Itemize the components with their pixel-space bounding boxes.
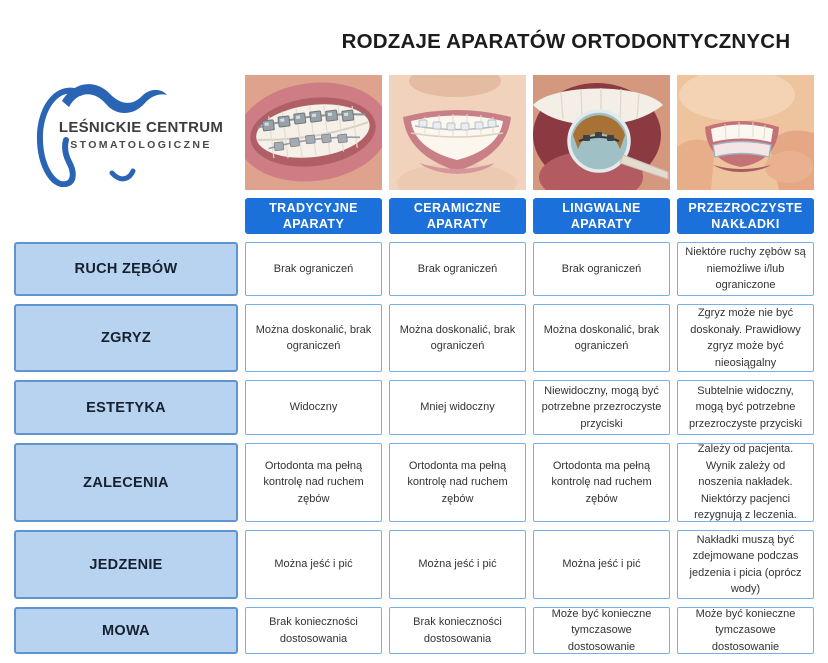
cell-zalecenia-nakladki: Zależy od pacjenta. Wynik zależy od noszenia nakładek. Niektórzy pacjenci rezygnują z leczenia. — [677, 443, 814, 522]
column-header-przezroczyste-nakladki: PRZEZROCZYSTE NAKŁADKI — [677, 198, 814, 234]
row-header-estetyka: ESTETYKA — [14, 380, 238, 435]
cell-zgryz-ceramiczne: Można doskonalić, brak ograniczeń — [389, 304, 526, 372]
cell-jedzenie-nakladki: Nakładki muszą być zdejmowane podczas jedzenia i picia (oprócz wody) — [677, 530, 814, 599]
corner-spacer — [14, 198, 238, 234]
clinic-name: LEŚNICKIE CENTRUM — [58, 119, 224, 136]
cell-mowa-nakladki: Może być konieczne tymczasowe dostosowanie — [677, 607, 814, 654]
cell-zgryz-tradycyjne: Można doskonalić, brak ograniczeń — [245, 304, 382, 372]
lingual-braces-photo — [533, 75, 670, 190]
cell-jedzenie-lingwalne: Można jeść i pić — [533, 530, 670, 599]
cell-zalecenia-lingwalne: Ortodonta ma pełną kontrolę nad ruchem zębów — [533, 443, 670, 522]
clinic-logo — [14, 75, 238, 190]
column-header-tradycyjne-aparaty: TRADYCYJNE APARATY — [245, 198, 382, 234]
cell-estetyka-tradycyjne: Widoczny — [245, 380, 382, 435]
cell-jedzenie-tradycyjne: Można jeść i pić — [245, 530, 382, 599]
cell-zalecenia-ceramiczne: Ortodonta ma pełną kontrolę nad ruchem zębów — [389, 443, 526, 522]
row-header-mowa: MOWA — [14, 607, 238, 654]
row-header-jedzenie: JEDZENIE — [14, 530, 238, 599]
cell-mowa-lingwalne: Może być konieczne tymczasowe dostosowanie — [533, 607, 670, 654]
traditional-braces-photo — [245, 75, 382, 190]
page-title: RODZAJE APARATÓW ORTODONTYCZNYCH — [341, 30, 791, 53]
row-header-zalecenia: ZALECENIA — [14, 443, 238, 522]
cell-ruch-zebow-lingwalne: Brak ograniczeń — [533, 242, 670, 296]
cell-jedzenie-ceramiczne: Można jeść i pić — [389, 530, 526, 599]
cell-estetyka-ceramiczne: Mniej widoczny — [389, 380, 526, 435]
cell-mowa-ceramiczne: Brak konieczności dostosowania — [389, 607, 526, 654]
cell-zgryz-nakladki: Zgryz może nie być doskonały. Prawidłowy zgryz może być nieosiągalny — [677, 304, 814, 372]
cell-estetyka-nakladki: Subtelnie widoczny, mogą być potrzebne przezroczyste przyciski — [677, 380, 814, 435]
column-header-lingwalne-aparaty: LINGWALNE APARATY — [533, 198, 670, 234]
cell-mowa-tradycyjne: Brak konieczności dostosowania — [245, 607, 382, 654]
column-header-ceramiczne-aparaty: CERAMICZNE APARATY — [389, 198, 526, 234]
row-header-zgryz: ZGRYZ — [14, 304, 238, 372]
cell-ruch-zebow-tradycyjne: Brak ograniczeń — [245, 242, 382, 296]
ceramic-braces-photo — [389, 75, 526, 190]
cell-ruch-zebow-ceramiczne: Brak ograniczeń — [389, 242, 526, 296]
clear-aligners-photo — [677, 75, 814, 190]
cell-zgryz-lingwalne: Można doskonalić, brak ograniczeń — [533, 304, 670, 372]
cell-estetyka-lingwalne: Niewidoczny, mogą być potrzebne przezroczyste przyciski — [533, 380, 670, 435]
cell-zalecenia-tradycyjne: Ortodonta ma pełną kontrolę nad ruchem zębów — [245, 443, 382, 522]
clinic-subtitle: STOMATOLOGICZNE — [70, 139, 212, 151]
cell-ruch-zebow-nakladki: Niektóre ruchy zębów są niemożliwe i/lub ograniczone — [677, 242, 814, 296]
row-header-ruch-zebow: RUCH ZĘBÓW — [14, 242, 238, 296]
comparison-table — [14, 75, 814, 654]
